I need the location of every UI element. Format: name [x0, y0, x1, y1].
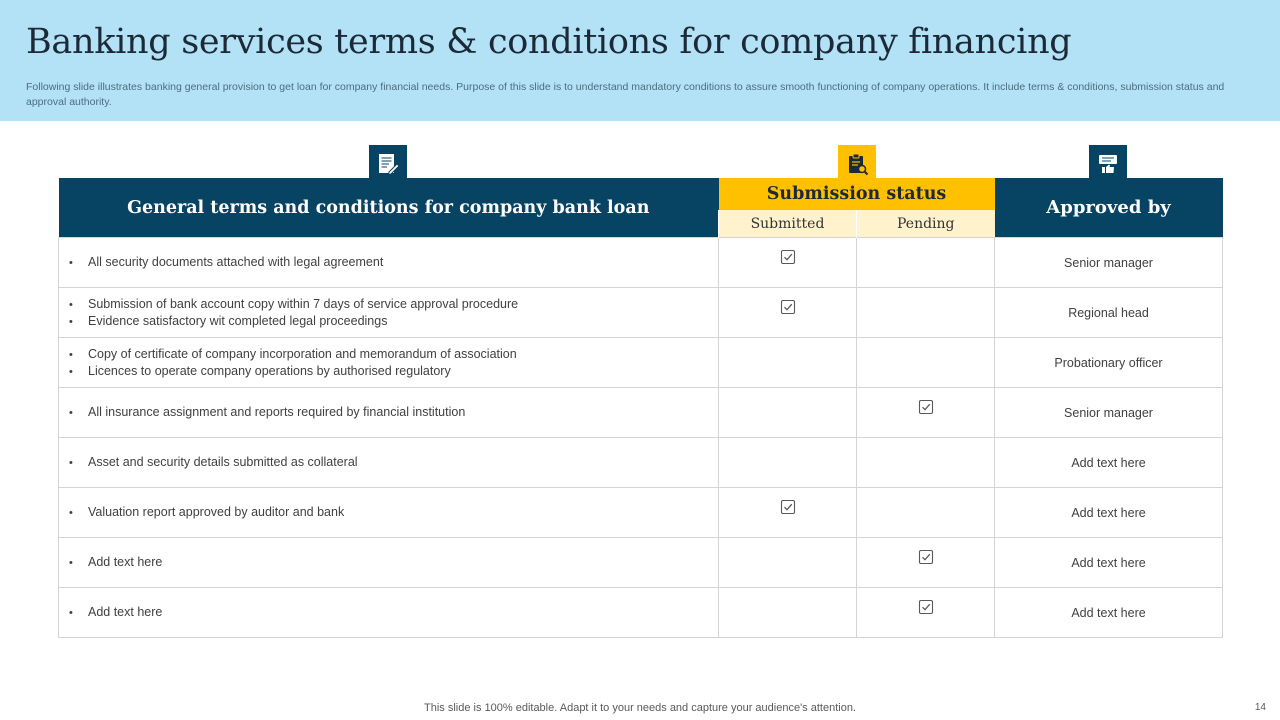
bullet-text: Valuation report approved by auditor and bank	[88, 505, 345, 519]
bullet-text: Add text here	[88, 605, 163, 619]
bullet-icon: •	[69, 315, 73, 328]
header-terms: General terms and conditions for company bank loan	[59, 178, 719, 238]
table-row	[59, 588, 1223, 638]
table-row	[59, 338, 1223, 388]
bullet-item	[69, 504, 718, 521]
bullet-item	[69, 313, 718, 330]
checkbox-checked-icon	[780, 299, 796, 318]
page-number: 14	[1254, 702, 1266, 713]
pending-cell	[857, 338, 995, 388]
checkbox-checked-icon	[918, 599, 934, 618]
submitted-cell	[719, 588, 857, 638]
bullet-icon: •	[69, 365, 73, 378]
submitted-cell	[719, 338, 857, 388]
bullet-text: Licences to operate company operations by authorised regulatory	[88, 363, 451, 378]
header-banner	[0, 0, 1280, 121]
approved-by-cell: Senior manager	[995, 238, 1223, 288]
checkbox-checked-icon	[918, 399, 934, 418]
table-row	[59, 288, 1223, 338]
pending-cell	[857, 388, 995, 438]
bullet-text: Submission of bank account copy within 7 days of service approval procedure	[88, 296, 519, 311]
terms-cell	[59, 388, 719, 438]
bullet-icon: •	[69, 457, 73, 469]
bullet-text: Evidence satisfactory wit completed legal proceedings	[88, 313, 388, 328]
submitted-cell	[719, 538, 857, 588]
terms-cell	[59, 538, 719, 588]
footer-note: This slide is 100% editable. Adapt it to your needs and capture your audience's attention.	[424, 702, 856, 714]
page-title: Banking services terms & conditions for company financing	[26, 22, 1072, 62]
bullet-text: All security documents attached with legal agreement	[88, 255, 384, 269]
terms-cell	[59, 488, 719, 538]
approved-by-cell: Add text here	[995, 588, 1223, 638]
table-row	[59, 388, 1223, 438]
pending-cell	[857, 588, 995, 638]
pending-cell	[857, 288, 995, 338]
bullet-item	[69, 404, 718, 421]
table-row	[59, 538, 1223, 588]
header-submission-status: Submission status	[719, 178, 995, 210]
approved-by-cell: Add text here	[995, 488, 1223, 538]
table-row	[59, 488, 1223, 538]
submitted-cell	[719, 388, 857, 438]
terms-table	[58, 178, 1223, 638]
bullet-item	[69, 254, 718, 271]
terms-cell	[59, 588, 719, 638]
table-row	[59, 438, 1223, 488]
bullet-icon: •	[69, 407, 73, 419]
bullet-text: Copy of certificate of company incorporation and memorandum of association	[88, 346, 517, 361]
terms-cell	[59, 238, 719, 288]
bullet-text: All insurance assignment and reports required by financial institution	[88, 405, 466, 419]
pending-cell	[857, 488, 995, 538]
bullet-icon: •	[69, 348, 73, 361]
terms-cell	[59, 288, 719, 338]
pending-cell	[857, 238, 995, 288]
approved-by-cell: Add text here	[995, 438, 1223, 488]
submitted-cell	[719, 238, 857, 288]
terms-cell	[59, 338, 719, 388]
checkbox-checked-icon	[918, 549, 934, 568]
header-approved-by: Approved by	[995, 178, 1223, 238]
bullet-text: Asset and security details submitted as collateral	[88, 455, 358, 469]
approved-by-cell: Regional head	[995, 288, 1223, 338]
submitted-cell	[719, 488, 857, 538]
page-subtitle: Following slide illustrates banking general provision to get loan for company financial needs. Purpose of this slide is to understand mandatory conditions to assure smooth functioning of company operations. It include terms & conditions, submission status and approval authority.	[26, 81, 1225, 108]
bullet-icon: •	[69, 507, 73, 519]
table-row	[59, 238, 1223, 288]
header-submitted: Submitted	[719, 210, 857, 238]
bullet-text: Add text here	[88, 555, 163, 569]
approved-by-cell: Probationary officer	[995, 338, 1223, 388]
bullet-icon: •	[69, 607, 73, 619]
bullet-item	[69, 604, 718, 621]
approved-by-cell: Add text here	[995, 538, 1223, 588]
bullet-icon: •	[69, 257, 73, 269]
bullet-item	[69, 296, 718, 313]
bullet-item	[69, 554, 718, 571]
terms-cell	[59, 438, 719, 488]
pending-cell	[857, 538, 995, 588]
bullet-icon: •	[69, 298, 73, 311]
checkbox-checked-icon	[780, 249, 796, 268]
submitted-cell	[719, 438, 857, 488]
pending-cell	[857, 438, 995, 488]
bullet-item	[69, 363, 718, 380]
submitted-cell	[719, 288, 857, 338]
approved-by-cell: Senior manager	[995, 388, 1223, 438]
bullet-item	[69, 346, 718, 363]
bullet-item	[69, 454, 718, 471]
bullet-icon: •	[69, 557, 73, 569]
header-pending: Pending	[857, 210, 995, 238]
checkbox-checked-icon	[780, 499, 796, 518]
